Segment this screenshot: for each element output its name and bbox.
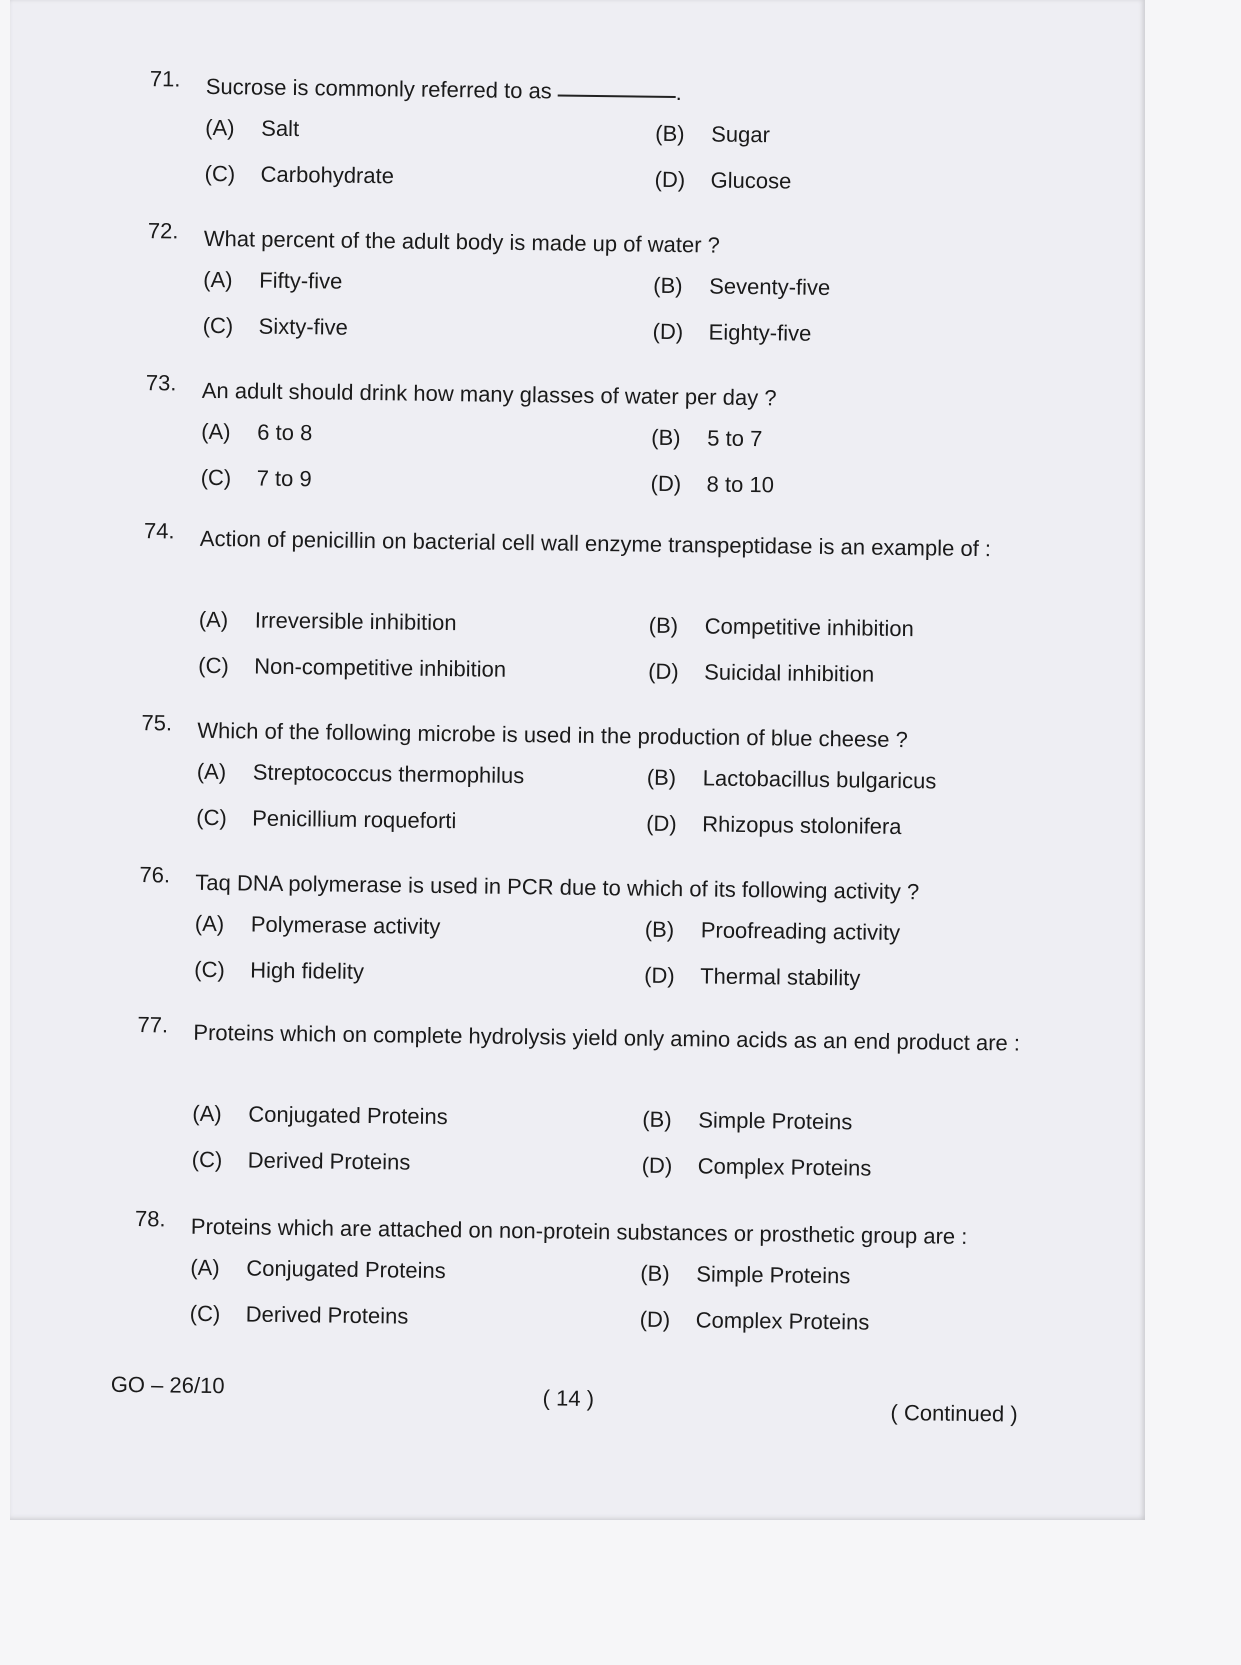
option-text: Conjugated Proteins	[248, 1101, 448, 1130]
question-number: 74.	[143, 518, 175, 544]
option-text: Thermal stability	[700, 963, 861, 991]
option-text: Conjugated Proteins	[246, 1255, 446, 1284]
option-d	[646, 811, 902, 840]
option-c	[190, 1301, 409, 1330]
option-text: Sugar	[711, 121, 771, 148]
question-78	[134, 1206, 1045, 1249]
question-text: Taq DNA polymerase is used in PCR due to which of its following activity ?	[195, 869, 920, 905]
option-a	[190, 1255, 446, 1284]
option-label: (D)	[650, 470, 682, 497]
option-b	[640, 1261, 850, 1290]
question-74	[143, 518, 1054, 562]
option-label: (A)	[205, 114, 235, 141]
option-label: (A)	[198, 606, 229, 633]
option-text: Streptococcus thermophilus	[252, 759, 525, 789]
question-76	[139, 862, 1050, 905]
option-c	[198, 653, 506, 683]
option-c	[202, 313, 348, 341]
option-text: Proofreading activity	[700, 917, 901, 946]
question-text: An adult should drink how many glasses of water per day ?	[201, 377, 777, 411]
option-label: (C)	[191, 1146, 223, 1173]
option-label: (D)	[654, 166, 686, 193]
question-number: 73.	[145, 370, 177, 396]
option-text: Irreversible inhibition	[254, 607, 457, 636]
question-77	[137, 1012, 1048, 1056]
option-label: (D)	[641, 1152, 673, 1179]
option-c	[200, 465, 311, 492]
option-b	[649, 613, 914, 642]
paper-code: GO – 26/10	[110, 1371, 225, 1399]
question-number: 75.	[141, 710, 173, 736]
option-d	[642, 1153, 872, 1182]
option-label: (A)	[190, 1254, 220, 1281]
option-text: Competitive inhibition	[704, 613, 915, 642]
page-number: ( 14 )	[542, 1385, 595, 1412]
question-text: Action of penicillin on bacterial cell wall enzyme transpeptidase is an example of :	[199, 525, 992, 562]
option-label: (B)	[653, 272, 683, 299]
option-d	[650, 471, 774, 499]
question-number: 77.	[137, 1012, 169, 1038]
option-a	[195, 911, 441, 940]
option-text: Derived Proteins	[245, 1301, 409, 1329]
option-text: Complex Proteins	[695, 1307, 870, 1335]
option-label: (A)	[201, 418, 231, 445]
option-label: (B)	[640, 1260, 670, 1287]
option-b	[655, 121, 770, 148]
question-75	[141, 710, 1052, 753]
option-text: Glucose	[710, 167, 792, 194]
option-a	[205, 115, 299, 142]
option-b	[642, 1107, 852, 1136]
option-text: 5 to 7	[707, 425, 763, 452]
option-label: (C)	[200, 464, 232, 491]
question-text: Proteins which are attached on non-protein substances or prosthetic group are :	[190, 1213, 968, 1249]
answer-blank-line	[558, 94, 676, 98]
option-a	[192, 1101, 448, 1130]
option-label: (D)	[652, 318, 684, 345]
option-text: Lactobacillus bulgaricus	[702, 765, 937, 794]
option-c	[196, 805, 457, 834]
option-label: (D)	[646, 810, 677, 837]
continued-note: ( Continued )	[890, 1399, 1018, 1427]
option-label: (B)	[651, 424, 681, 451]
option-label: (D)	[644, 962, 675, 989]
option-text: Simple Proteins	[698, 1107, 853, 1135]
option-label: (C)	[198, 652, 229, 679]
option-text: Sixty-five	[258, 313, 349, 340]
question-text: Sucrose is commonly referred to as .	[205, 73, 683, 106]
option-text: Simple Proteins	[696, 1261, 851, 1289]
question-72	[147, 218, 1058, 258]
option-text: Seventy-five	[709, 273, 831, 301]
option-b	[645, 917, 901, 946]
question-number: 76.	[139, 862, 171, 888]
option-label: (B)	[646, 764, 677, 791]
option-text: 7 to 9	[256, 465, 312, 492]
option-b	[651, 425, 762, 452]
option-label: (B)	[648, 612, 679, 639]
option-label: (B)	[655, 120, 685, 147]
option-text: 6 to 8	[257, 419, 313, 446]
question-number: 78.	[134, 1206, 166, 1232]
option-text: Complex Proteins	[697, 1153, 872, 1181]
option-text: High fidelity	[250, 957, 365, 985]
option-c	[194, 957, 364, 985]
option-text: Derived Proteins	[247, 1147, 411, 1175]
option-label: (A)	[194, 910, 225, 937]
question-text: Proteins which on complete hydrolysis yield only amino acids as an end product are :	[193, 1019, 1021, 1056]
option-text: Eighty-five	[708, 319, 812, 346]
option-text: Carbohydrate	[260, 161, 395, 189]
option-label: (A)	[192, 1100, 222, 1127]
option-label: (A)	[203, 266, 233, 293]
option-a	[197, 759, 525, 789]
question-71	[149, 66, 1060, 106]
option-label: (B)	[644, 916, 675, 943]
option-text: Rhizopus stolonifera	[702, 811, 902, 840]
option-c	[204, 161, 394, 189]
option-d	[652, 319, 811, 347]
option-text: Non-competitive inhibition	[254, 653, 507, 682]
option-d	[648, 659, 874, 688]
option-label: (A)	[196, 758, 227, 785]
option-text: Polymerase activity	[250, 911, 441, 940]
question-text-body: Sucrose is commonly referred to as	[205, 73, 552, 104]
option-c	[192, 1147, 411, 1176]
option-b	[647, 765, 937, 795]
option-a	[203, 267, 342, 295]
option-a	[201, 419, 312, 446]
option-d	[644, 963, 860, 992]
question-number: 71.	[149, 66, 181, 92]
option-label: (D)	[639, 1306, 671, 1333]
option-label: (C)	[194, 956, 225, 983]
option-label: (C)	[202, 312, 234, 339]
question-number: 72.	[147, 218, 179, 244]
question-text: What percent of the adult body is made up of water ?	[203, 225, 720, 258]
option-d	[654, 167, 791, 195]
option-label: (B)	[642, 1106, 672, 1133]
option-text: Suicidal inhibition	[704, 659, 875, 687]
option-text: Salt	[261, 115, 300, 142]
option-label: (C)	[204, 160, 236, 187]
option-a	[199, 607, 457, 636]
question-73	[145, 370, 1056, 411]
option-text: Penicillium roqueforti	[252, 805, 457, 834]
option-b	[653, 273, 830, 301]
option-d	[640, 1307, 870, 1336]
option-text: 8 to 10	[706, 471, 775, 498]
question-text: Which of the following microbe is used in the production of blue cheese ?	[197, 717, 908, 753]
option-text: Fifty-five	[259, 267, 343, 294]
option-label: (C)	[189, 1300, 221, 1327]
option-label: (D)	[648, 658, 679, 685]
option-label: (C)	[196, 804, 227, 831]
